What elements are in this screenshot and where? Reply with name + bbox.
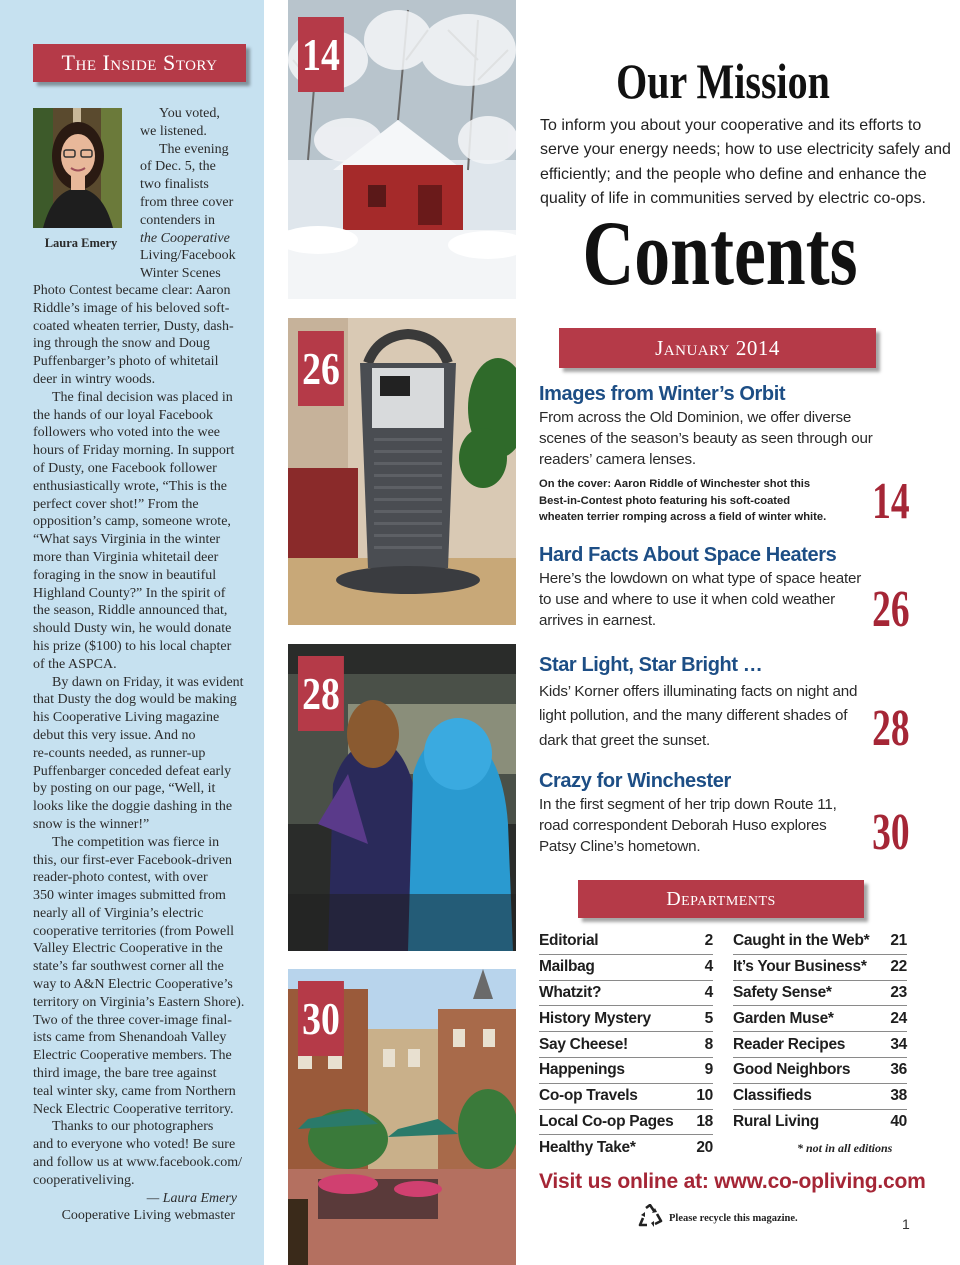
department-name: Whatzit? xyxy=(539,983,602,1001)
page-number: 1 xyxy=(902,1216,910,1232)
contents-title: Contents xyxy=(582,202,858,304)
recycle-icon xyxy=(637,1204,663,1233)
department-row[interactable] xyxy=(733,1058,907,1084)
recycle-text: Please recycle this magazine. xyxy=(669,1213,798,1224)
story-line: teal winter sky, came from Northern xyxy=(33,1083,236,1099)
feature-description xyxy=(539,680,869,753)
department-row[interactable] xyxy=(539,929,713,955)
story-line: 350 winter images submitted from xyxy=(33,888,226,904)
story-line: looks like the doggie dashing in the xyxy=(33,799,233,815)
department-name: Garden Muse* xyxy=(733,1009,834,1027)
feature-story-star-light[interactable] xyxy=(539,654,869,753)
department-page: 40 xyxy=(890,1113,907,1131)
story-line: Riddle’s image of his beloved soft- xyxy=(33,300,230,316)
cover-note-line: wheaten terrier romping across a field of winter white. xyxy=(539,511,827,523)
story-line: two finalists xyxy=(140,177,209,193)
department-row[interactable] xyxy=(733,1006,907,1032)
department-name: Say Cheese! xyxy=(539,1035,628,1053)
snowy-red-barn-photo[interactable] xyxy=(288,0,516,299)
description-line: From across the Old Dominion, we offer diverse xyxy=(539,409,852,426)
department-page: 5 xyxy=(704,1009,713,1027)
story-line: the season, Riddle announced that, xyxy=(33,603,228,619)
inside-story-body xyxy=(33,282,253,1225)
feature-description xyxy=(539,794,869,857)
page-tag-14: 14 xyxy=(298,17,344,92)
departments-list-right xyxy=(733,929,907,1135)
department-row[interactable] xyxy=(539,1058,713,1084)
department-name: Rural Living xyxy=(733,1113,819,1131)
department-row[interactable] xyxy=(539,1110,713,1136)
story-line: his prize ($100) to his local chapter xyxy=(33,638,232,654)
story-line: coated wheaten terrier, Dusty, dash- xyxy=(33,318,234,334)
department-page: 8 xyxy=(704,1035,713,1053)
description-line: scenes of the season’s beauty as seen through our xyxy=(539,430,873,447)
story-line: state’s far southwest corner all the xyxy=(33,959,224,975)
department-row[interactable] xyxy=(539,1135,713,1161)
department-name: Classifieds xyxy=(733,1087,812,1105)
story-line: Thanks to our photographers xyxy=(52,1119,214,1135)
departments-list-left xyxy=(539,929,713,1161)
story-line: nearly all of Virginia’s electric xyxy=(33,905,204,921)
story-line: The evening xyxy=(159,141,229,157)
description-line: In the first segment of her trip down Route 11, xyxy=(539,796,837,813)
mission-line: quality of life in communities served by electric co-ops. xyxy=(540,189,926,207)
feature-story-winter-orbit[interactable] xyxy=(539,383,873,526)
description-line: arrives in earnest. xyxy=(539,612,656,629)
story-line: Electric Cooperative members. The xyxy=(33,1048,232,1064)
story-line: The final decision was placed in xyxy=(52,389,233,405)
author-caption: Laura Emery xyxy=(44,236,118,250)
description-line: Patsy Cline’s hometown. xyxy=(539,838,701,855)
department-page: 9 xyxy=(704,1061,713,1079)
story-line: this, our first-ever Facebook-driven xyxy=(33,852,233,868)
department-page: 20 xyxy=(696,1139,713,1157)
story-line: Highland County?” In the spirit of xyxy=(33,585,226,601)
department-page: 10 xyxy=(696,1087,713,1105)
department-page: 34 xyxy=(890,1035,907,1053)
feature-headline[interactable]: Hard Facts About Space Heaters xyxy=(539,544,837,566)
signature-name: — Laura Emery xyxy=(146,1190,237,1206)
story-line: deer in wintry woods. xyxy=(33,371,156,387)
department-page: 23 xyxy=(890,983,907,1001)
description-line: road correspondent Deborah Huso explores xyxy=(539,817,827,834)
inside-story-sidebar xyxy=(0,0,264,1265)
department-page: 4 xyxy=(704,958,713,976)
department-row[interactable] xyxy=(733,929,907,955)
description-line: Here’s the lowdown on what type of space heater xyxy=(539,570,862,587)
story-line: ing through the snow and Doug xyxy=(33,336,210,352)
feature-headline[interactable]: Star Light, Star Bright … xyxy=(539,654,763,676)
department-name: Local Co-op Pages xyxy=(539,1112,674,1130)
department-page: 21 xyxy=(890,932,907,950)
inside-story-intro xyxy=(140,105,252,283)
story-line: Puffenbarger conceded defeat early xyxy=(33,763,232,779)
department-page: 36 xyxy=(890,1061,907,1079)
mission-statement xyxy=(540,114,951,211)
feature-headline[interactable]: Images from Winter’s Orbit xyxy=(539,383,786,405)
story-line: of the ASPCA. xyxy=(33,656,117,672)
feature-page-number: 30 xyxy=(872,804,910,861)
story-line: followers who voted into the wee xyxy=(33,425,221,441)
description-line: dark that greet the sunset. xyxy=(539,731,711,749)
cover-note xyxy=(539,476,869,526)
story-line: third image, the bare tree against xyxy=(33,1066,217,1082)
mission-line: To inform you about your cooperative and its efforts to xyxy=(540,117,922,134)
story-line: and to everyone who voted! Be sure xyxy=(33,1137,236,1153)
space-heater-photo[interactable] xyxy=(288,318,516,625)
story-line: territory on Virginia’s Eastern Shore). xyxy=(33,994,245,1010)
mission-line: serve your energy needs; how to use electricity safely and xyxy=(540,141,951,159)
story-line: contenders in xyxy=(140,212,216,228)
department-name: Safety Sense* xyxy=(733,983,832,1001)
department-row[interactable] xyxy=(733,955,907,981)
description-line: Kids’ Korner offers illuminating facts on night and xyxy=(539,683,858,700)
story-line: the Cooperative xyxy=(140,230,230,246)
story-line: Photo Contest became clear: Aaron xyxy=(33,283,231,298)
department-name: It’s Your Business* xyxy=(733,958,867,976)
department-row[interactable] xyxy=(539,981,713,1007)
story-line: The competition was fierce in xyxy=(52,834,220,850)
page-tag-26: 26 xyxy=(298,331,344,406)
story-line: “What says Virginia in the winter xyxy=(33,532,221,548)
department-row[interactable] xyxy=(733,1084,907,1110)
department-page: 4 xyxy=(704,983,713,1001)
department-name: Happenings xyxy=(539,1061,625,1079)
feature-page-number: 14 xyxy=(872,473,910,530)
story-line: of Dec. 5, the xyxy=(140,159,216,175)
story-line: debut this very issue. And no xyxy=(33,727,196,743)
story-line: snow is the winner!” xyxy=(33,816,150,832)
department-row[interactable] xyxy=(733,1110,907,1136)
department-name: Editorial xyxy=(539,932,599,950)
kids-sunset-photo[interactable] xyxy=(288,644,516,951)
story-line: more than Virginia whitetail deer xyxy=(33,549,219,565)
story-line: hours of Friday morning. In support xyxy=(33,443,235,459)
department-page: 24 xyxy=(890,1009,907,1027)
winchester-street-photo[interactable] xyxy=(288,969,516,1265)
story-line: Valley Electric Cooperative in the xyxy=(33,941,223,957)
facebook-link-cont[interactable]: cooperativeliving. xyxy=(33,1172,135,1188)
story-line: enthusiastically wrote, “This is the xyxy=(33,478,228,494)
description-line: to use and where to use it when cold weather xyxy=(539,591,835,608)
story-line: his Cooperative Living magazine xyxy=(33,710,220,726)
departments-banner: Departments xyxy=(578,880,864,918)
issue-date-banner: January 2014 xyxy=(559,328,876,368)
story-line: By dawn on Friday, it was evident xyxy=(52,674,244,690)
cover-note-line: On the cover: Aaron Riddle of Winchester shot this xyxy=(539,478,811,490)
story-line: from three cover xyxy=(140,194,234,210)
story-line: You voted, xyxy=(159,106,220,121)
cover-note-line: Best-in-Contest photo featuring his soft-coated xyxy=(539,494,791,507)
department-row[interactable] xyxy=(539,955,713,981)
story-line: opposition’s camp, someone wrote, xyxy=(33,514,231,530)
description-line: light pollution, and the many different shades of xyxy=(539,707,848,725)
story-line: of Dusty, one Facebook follower xyxy=(33,460,217,476)
signature-title: Cooperative Living webmaster xyxy=(61,1208,235,1224)
department-page: 2 xyxy=(704,932,713,950)
feature-headline[interactable]: Crazy for Winchester xyxy=(539,770,731,792)
feature-story-winchester[interactable] xyxy=(539,770,869,857)
story-line: Puffenbarger’s photo of whitetail xyxy=(33,354,219,370)
inside-story-banner: The Inside Story xyxy=(33,44,246,82)
feature-description xyxy=(539,407,873,470)
story-line: should Dusty win, he would donate xyxy=(33,621,232,637)
story-line: re-counts needed, as runner-up xyxy=(33,745,206,761)
editions-footnote: * not in all editions xyxy=(797,1141,893,1155)
story-line: Winter Scenes xyxy=(140,266,221,282)
story-line: cooperative territories (from Powell xyxy=(33,923,234,939)
department-page: 18 xyxy=(696,1112,713,1130)
department-page: 38 xyxy=(890,1087,907,1105)
facebook-link[interactable]: and follow us at www.facebook.com/ xyxy=(33,1155,243,1171)
description-line: readers’ camera lenses. xyxy=(539,451,696,468)
story-line: by posting on our page, “Well, it xyxy=(33,781,216,797)
department-name: History Mystery xyxy=(539,1009,651,1027)
department-name: Reader Recipes xyxy=(733,1035,846,1053)
author-portrait-photo xyxy=(33,108,122,228)
page-tag-28: 28 xyxy=(298,656,344,731)
website-link[interactable]: Visit us online at: www.co-opliving.com xyxy=(539,1170,926,1193)
story-line: we listened. xyxy=(140,123,207,139)
feature-page-number: 28 xyxy=(872,700,910,757)
department-row[interactable] xyxy=(539,1006,713,1032)
story-line: the hands of our loyal Facebook xyxy=(33,407,214,423)
department-name: Good Neighbors xyxy=(733,1061,851,1079)
story-line: reader-photo contest, with over xyxy=(33,870,208,886)
feature-description xyxy=(539,568,869,631)
story-line: foraging in the snow in beautiful xyxy=(33,567,217,583)
story-line: Living/Facebook xyxy=(140,248,236,264)
story-line: that Dusty the dog would be making xyxy=(33,692,237,708)
story-line: Two of the three cover-image final- xyxy=(33,1012,232,1028)
story-line: way to A&N Electric Cooperative’s xyxy=(33,977,233,993)
department-row[interactable] xyxy=(733,981,907,1007)
department-name: Caught in the Web* xyxy=(733,932,870,950)
recycle-notice xyxy=(637,1204,798,1233)
story-line: Neck Electric Cooperative territory. xyxy=(33,1101,234,1117)
story-line: perfect cover shot!” From the xyxy=(33,496,199,512)
mission-title: Our Mission xyxy=(616,53,830,109)
mission-line: efficiently; and the people who define and enhance the xyxy=(540,165,927,183)
department-row[interactable] xyxy=(733,1032,907,1058)
department-row[interactable] xyxy=(539,1032,713,1058)
department-row[interactable] xyxy=(539,1084,713,1110)
feature-page-number: 26 xyxy=(872,581,910,638)
story-line: ists came from Shenandoah Valley xyxy=(33,1030,227,1046)
feature-story-space-heaters[interactable] xyxy=(539,544,869,631)
department-name: Mailbag xyxy=(539,958,595,976)
department-name: Co-op Travels xyxy=(539,1087,638,1105)
page-tag-30: 30 xyxy=(298,981,344,1056)
department-name: Healthy Take* xyxy=(539,1139,636,1157)
department-page: 22 xyxy=(890,958,907,976)
